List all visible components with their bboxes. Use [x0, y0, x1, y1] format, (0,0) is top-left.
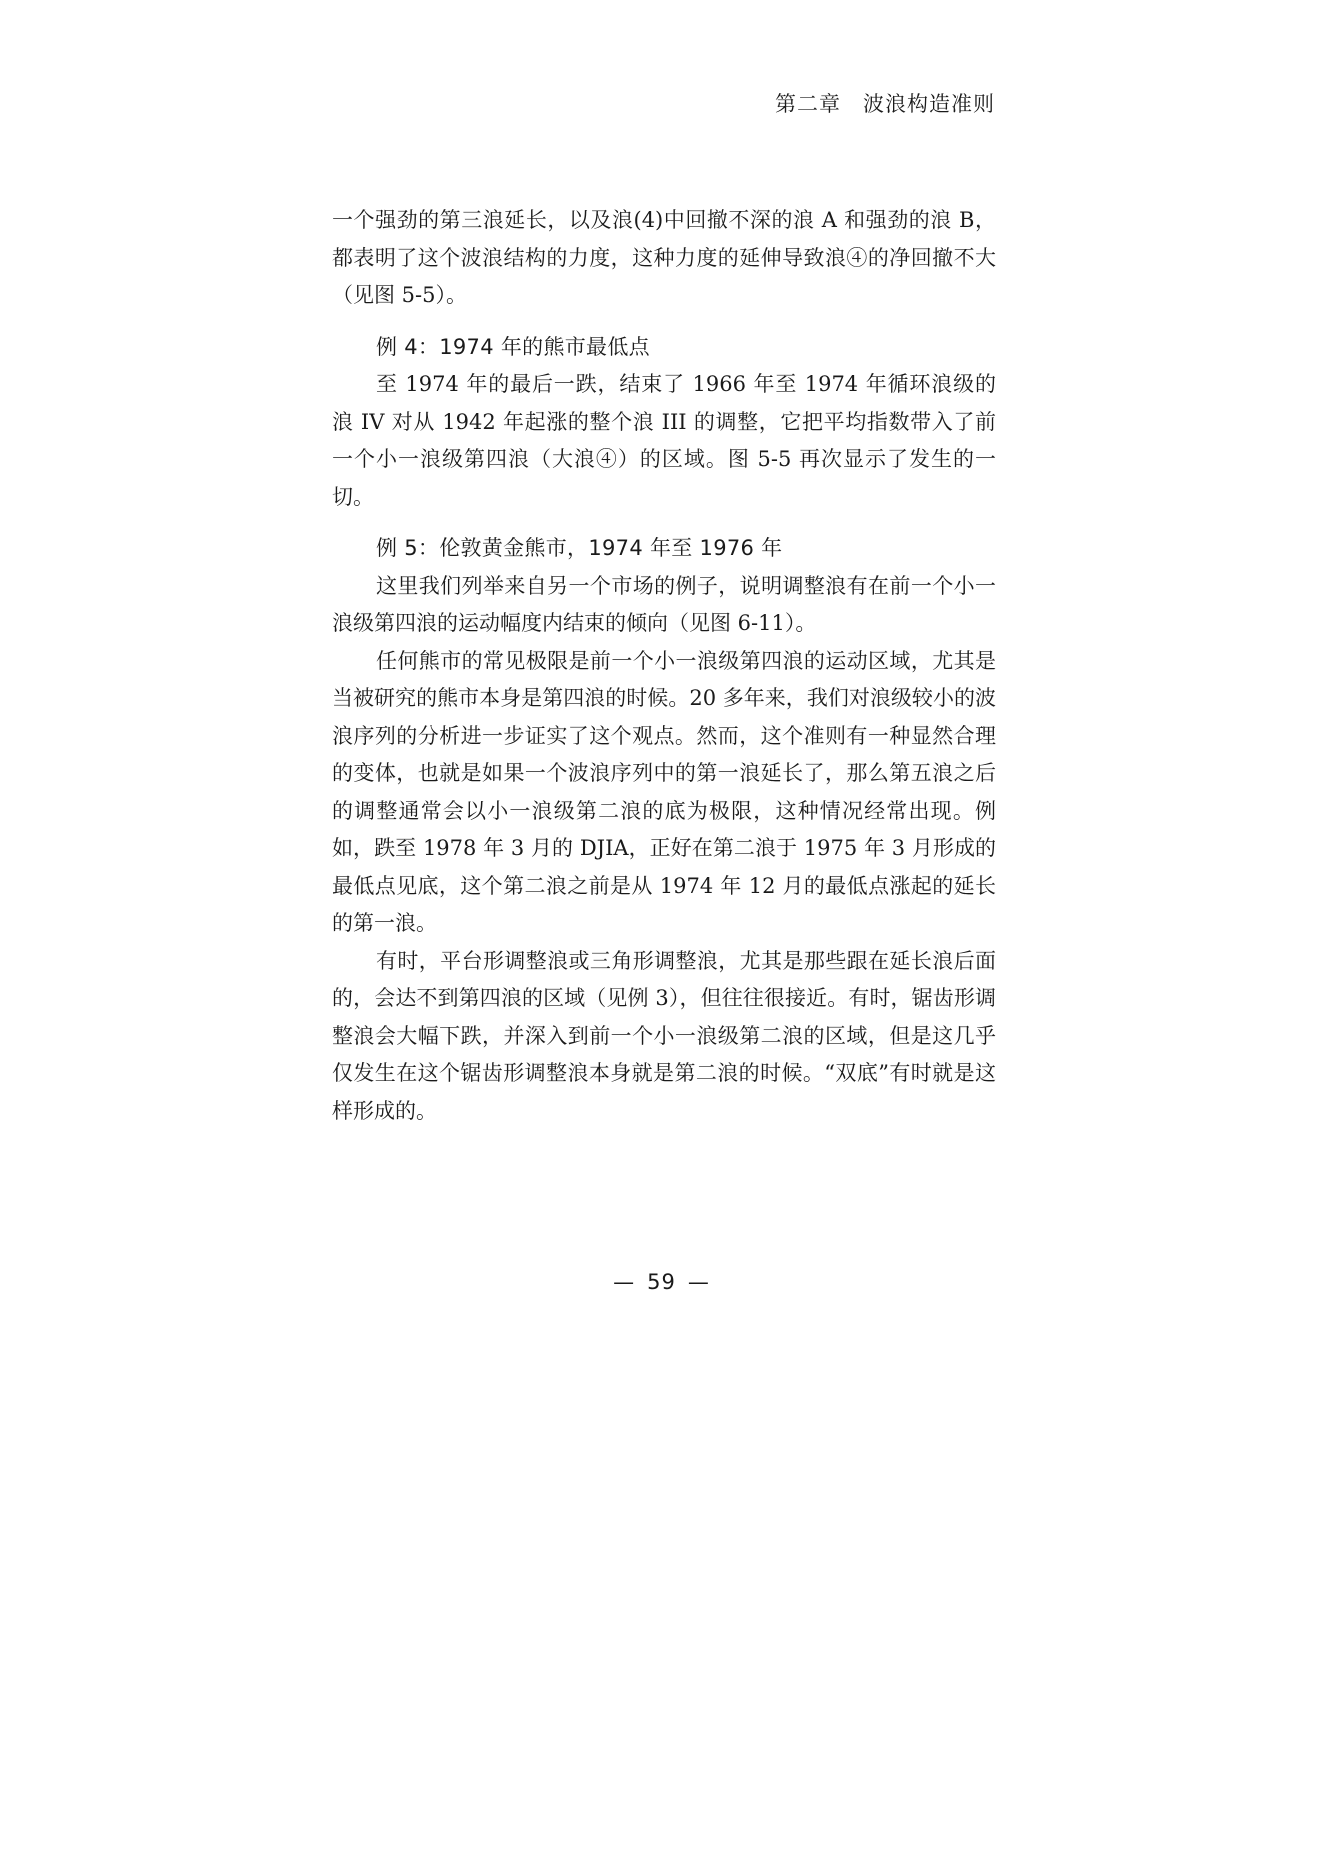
paragraph-continuation: 一个强劲的第三浪延长，以及浪(4)中回撤不深的浪 A 和强劲的浪 B，都表明了这个波浪结构的力度，这种力度的延伸导致浪④的净回撤不大（见图 5-5）。: [332, 208, 996, 307]
page-body: [332, 202, 996, 1130]
page-number: 59: [647, 1270, 676, 1294]
example-5-paragraph-3: 有时，平台形调整浪或三角形调整浪，尤其是那些跟在延长浪后面的，会达不到第四浪的区域（见例 3），但往往很接近。有时，锯齿形调整浪会大幅下跌，并深入到前一个小一浪级第二浪的区域，但是这几乎仅发生在这个锯齿形调整浪本身就是第二浪的时候。“双底”有时就是这样形成的。: [332, 948, 996, 1123]
chapter-label: 第二章: [775, 92, 841, 116]
running-header: [775, 88, 995, 118]
example-5-paragraph-1: 这里我们列举来自另一个市场的例子，说明调整浪有在前一个小一浪级第四浪的运动幅度内结束的倾向（见图 6-11）。: [332, 573, 996, 635]
page-number-dash-left: —: [613, 1270, 636, 1294]
chapter-title: 波浪构造准则: [863, 92, 995, 116]
example-4-heading: 例 4：1974 年的熊市最低点: [376, 334, 650, 359]
page-number-footer: [0, 1270, 1323, 1294]
example-4-paragraph: 至 1974 年的最后一跌，结束了 1966 年至 1974 年循环浪级的浪 IV 对从 1942 年起涨的整个浪 III 的调整，它把平均指数带入了前一个小一浪级第四浪（大浪④）的区域。图 5-5 再次显示了发生的一切。: [332, 372, 996, 509]
example-5-heading: 例 5：伦敦黄金熊市，1974 年至 1976 年: [376, 536, 783, 560]
example-5-paragraph-2: 任何熊市的常见极限是前一个小一浪级第四浪的运动区域，尤其是当被研究的熊市本身是第四浪的时候。20 多年来，我们对浪级较小的波浪序列的分析进一步证实了这个观点。然而，这个准则有一种显然合理的变体，也就是如果一个波浪序列中的第一浪延长了，那么第五浪之后的调整通常会以小一浪级第二浪的底为极限，这种情况经常出现。例如，跌至 1978 年 3 月的 DJIA，正好在第二浪于 1975 年 3 月形成的最低点见底，这个第二浪之前是从 1974 年 12 月的最低点涨起的延长的第一浪。: [332, 648, 996, 935]
page-number-dash-right: —: [687, 1270, 710, 1294]
